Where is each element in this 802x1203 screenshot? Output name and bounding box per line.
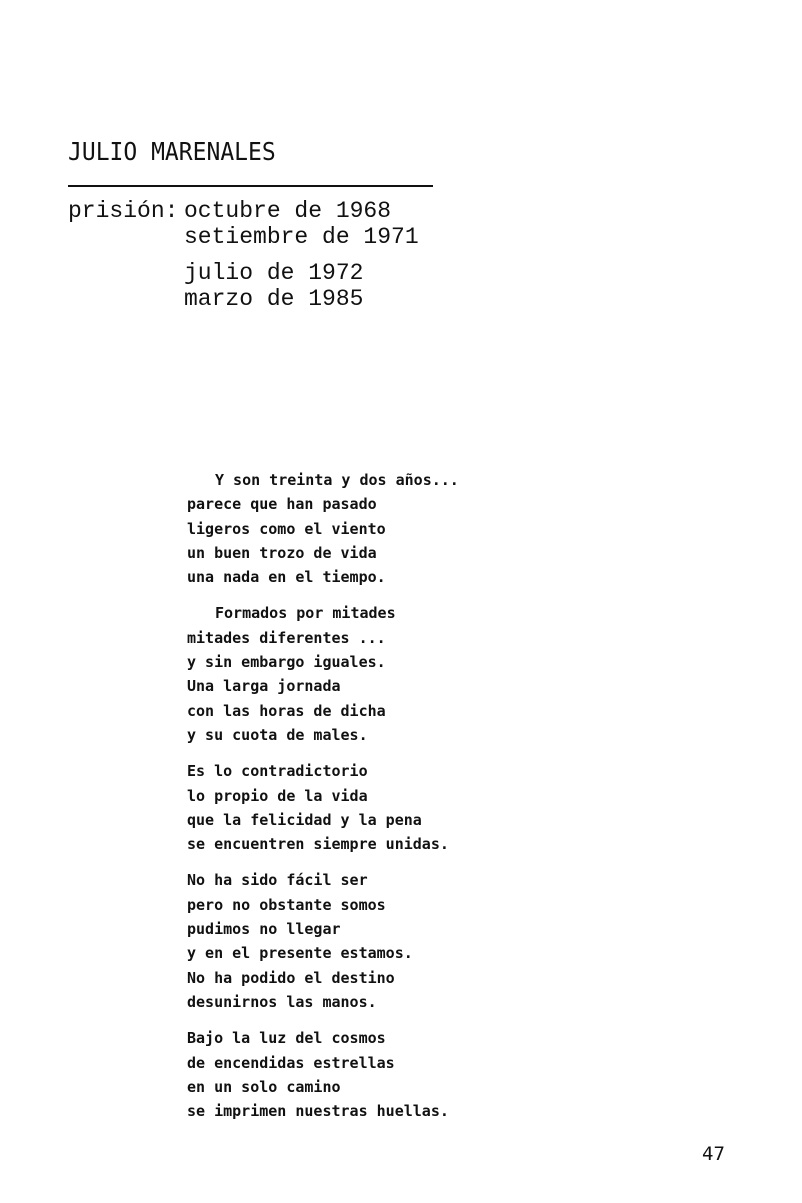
poem-line: y su cuota de males. — [187, 725, 368, 744]
prison-date-row — [68, 224, 419, 250]
poem-line: una nada en el tiempo. — [187, 568, 386, 587]
poem-line: pudimos no llegar — [187, 920, 341, 939]
poem-line: un buen trozo de vida — [187, 543, 377, 562]
poem — [187, 468, 459, 1135]
poem-line: desunirnos las manos. — [187, 992, 377, 1011]
prison-label-spacer — [68, 224, 184, 250]
poem-line: y en el presente estamos. — [187, 944, 413, 963]
poem-line: de encendidas estrellas — [187, 1053, 395, 1072]
poem-stanza — [187, 759, 459, 856]
poem-stanza — [187, 601, 459, 747]
poem-line: se encuentren siempre unidas. — [187, 835, 449, 854]
prison-label: prisión: — [68, 198, 179, 224]
poem-line: y sin embargo iguales. — [187, 653, 386, 672]
prison-date: marzo de 1985 — [184, 286, 364, 312]
poem-line: mitades diferentes ... — [187, 628, 386, 647]
prison-date-row — [68, 260, 419, 286]
title-rule — [68, 185, 433, 187]
author-name: JULIO MARENALES — [68, 137, 276, 166]
prison-date-row — [68, 198, 419, 224]
prison-date-row — [68, 286, 419, 312]
prison-label-spacer — [68, 286, 184, 312]
poem-line: Bajo la luz del cosmos — [187, 1029, 386, 1048]
poem-line: parece que han pasado — [187, 495, 377, 514]
poem-line: Una larga jornada — [187, 677, 341, 696]
poem-line: Es lo contradictorio — [187, 762, 368, 781]
prison-dates-block — [68, 198, 419, 312]
page-number: 47 — [702, 1143, 725, 1165]
poem-line: se imprimen nuestras huellas. — [187, 1102, 449, 1121]
poem-line: Y son treinta y dos años... — [215, 471, 459, 489]
poem-line: Formados por mitades — [215, 604, 396, 623]
poem-line: en un solo camino — [187, 1077, 341, 1096]
poem-line: No ha sido fácil ser — [187, 871, 368, 890]
poem-line: con las horas de dicha — [187, 701, 386, 720]
poem-line: lo propio de la vida — [187, 786, 368, 805]
poem-line: ligeros como el viento — [187, 519, 386, 538]
prison-date: julio de 1972 — [184, 260, 364, 286]
poem-stanza — [187, 868, 459, 1014]
prison-gap — [68, 250, 419, 260]
poem-line: pero no obstante somos — [187, 895, 386, 914]
prison-date: setiembre de 1971 — [184, 224, 419, 250]
prison-label-spacer — [68, 260, 184, 286]
prison-date: octubre de 1968 — [184, 198, 392, 224]
poem-stanza — [187, 468, 459, 589]
poem-line: que la felicidad y la pena — [187, 810, 422, 829]
poem-line: No ha podido el destino — [187, 968, 395, 987]
poem-stanza — [187, 1026, 459, 1123]
